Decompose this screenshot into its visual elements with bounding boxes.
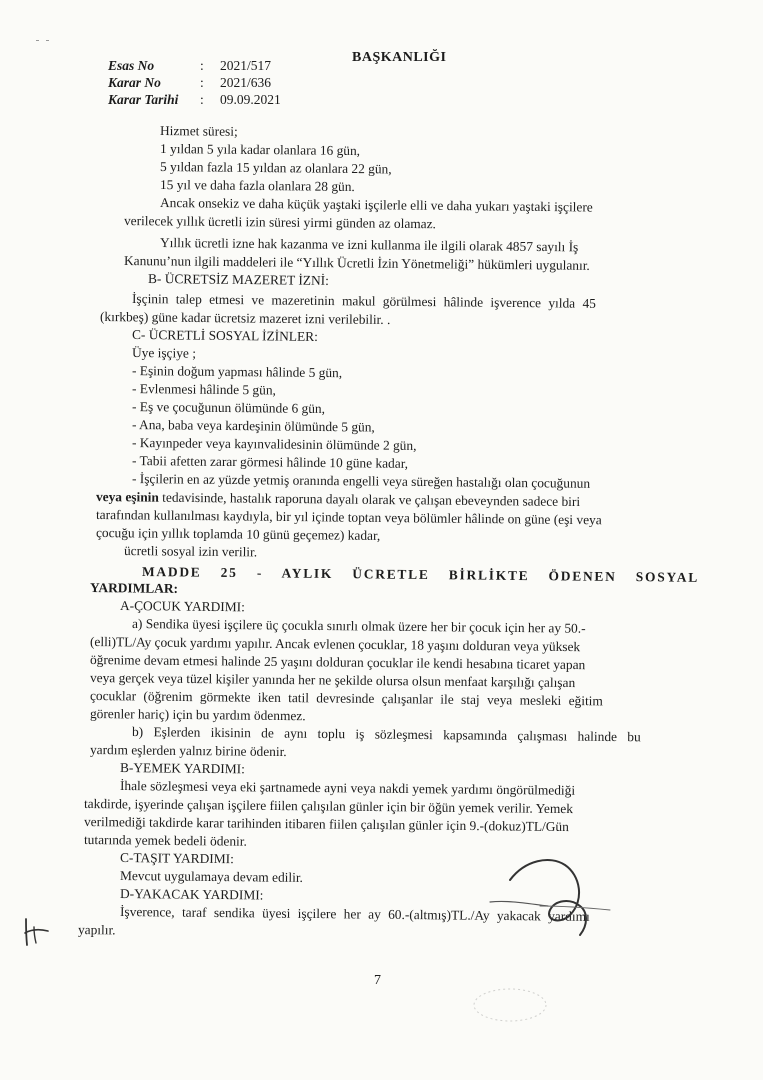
initials-mark	[20, 915, 54, 949]
text-line: a) Sendika üyesi işçilere üç çocukla sınırlı olmak üzere her bir çocuk için her ay 50.-	[131, 616, 586, 636]
case-number-value: 2021/517	[220, 58, 272, 73]
case-number-row	[108, 57, 281, 74]
text-line: Ancak onsekiz ve daha küçük yaştaki işçilerle elli ve daha yukarı yaştaki işçilere	[159, 195, 593, 215]
decision-date-value: 09.09.2021	[220, 92, 281, 107]
text-line: verilecek yıllık ücretli izin süresi yirmi günden az olamaz.	[123, 213, 437, 232]
text-line: öğrenime devam etmesi halinde 25 yaşını dolduran çocuklar ile kendi hesabına ticaret yapan	[89, 652, 586, 673]
text-line: İşverence, taraf sendika üyesi işçilere her ay 60.-(altmış)TL./Ay yakacak yardımı	[119, 904, 590, 924]
decision-number-label: Karar No	[108, 75, 161, 90]
list-item: - Eş ve çocuğunun ölümünde 6 gün,	[131, 399, 326, 417]
section-heading: B-YEMEK YARDIMI:	[119, 760, 245, 777]
list-item: - Ana, baba veya kardeşinin ölümünde 5 gün,	[131, 417, 375, 435]
text-line: çocuklar (öğrenim görmekte iken tatil devresinde çalışanlar ile staj veya mesleki eğitim	[89, 688, 603, 709]
text-line: Hizmet süresi;	[159, 123, 238, 139]
text-line: 5 yıldan fazla 15 yıldan az olanlara 22 gün,	[159, 159, 392, 177]
text-line: 1 yıldan 5 yıla kadar olanlara 16 gün,	[159, 141, 361, 159]
bold-text: veya eşinin	[95, 489, 159, 505]
section-heading: D-YAKACAK YARDIMI:	[119, 886, 264, 903]
text-line: ücretli sosyal izin verilir.	[123, 543, 258, 560]
page-number: 7	[374, 973, 381, 988]
text-line: 15 yıl ve daha fazla olanlara 28 gün.	[159, 177, 355, 195]
text-line: Kanunu’nun ilgili maddeleri ile “Yıllık Ücretli İzin Yönetmeliği” hükümleri uygulanır.	[123, 253, 590, 273]
list-item: - Kayınpeder veya kayınvalidesinin ölümünde 2 gün,	[131, 435, 417, 453]
article-heading-cont: YARDIMLAR:	[89, 580, 179, 596]
text-line: (elli)TL/Ay çocuk yardımı yapılır. Ancak evlenen çocuklar, 18 yaşını dolduran veya yüksek	[89, 634, 581, 655]
text-line: görenler hariç) için bu yardım ödenmez.	[89, 706, 306, 724]
section-heading: C- ÜCRETLİ SOSYAL İZİNLER:	[131, 327, 318, 344]
text-line: Mevcut uygulamaya devam edilir.	[119, 868, 304, 885]
text-line: (kırkbeş) güne kadar ücretsiz mazeret izni verilebilir. .	[99, 309, 391, 328]
text-fragment: tedavisinde, hastalık raporuna dayalı olarak ve çalışan ebeveynden sadece biri	[158, 489, 581, 510]
separator: :	[200, 92, 204, 107]
case-number-label: Esas No	[108, 58, 155, 73]
list-item: - Eşinin doğum yapması hâlinde 5 gün,	[131, 363, 343, 381]
case-info	[108, 57, 281, 108]
text-line: çocuğu için yıllık toplamda 10 günü geçemez) kadar,	[95, 525, 381, 543]
decision-number-value: 2021/636	[220, 75, 272, 90]
text-line: yardım eşlerden yalnız birine ödenir.	[89, 742, 287, 760]
decision-date-row	[108, 91, 281, 108]
text-line: İşçinin talep etmesi ve mazeretinin makul görülmesi hâlinde işverence yılda 45	[131, 291, 596, 311]
section-heading: C-TAŞIT YARDIMI:	[119, 850, 234, 867]
text-line: İhale sözleşmesi veya eki şartnamede ayni veya nakdi yemek yardımı öngörülmediği	[119, 778, 576, 798]
text-line: veya gerçek veya tüzel kişiler yanında her ne şekilde olursa olsun menfaat karşılığı çalışan	[89, 670, 576, 691]
text-line: yapılır.	[77, 922, 116, 938]
section-heading: A-ÇOCUK YARDIMI:	[119, 598, 245, 615]
text-line: takdirde, işyerinde çalışan işçilere fiilen çalışılan günler için bir öğün yemek verilir. Yemek	[83, 796, 574, 817]
text-line: Yıllık ücretli izne hak kazanma ve izni kullanma ile ilgili olarak 4857 sayılı İş	[159, 235, 579, 255]
separator: :	[200, 75, 204, 90]
text-line: Üye işçiye ;	[131, 345, 197, 361]
list-item: - İşçilerin en az yüzde yetmiş oranında engelli veya süreğen hastalığı olan çocuğunun	[131, 471, 591, 491]
scan-speck	[36, 40, 39, 41]
text-line: b) Eşlerden ikisinin de aynı toplu iş sözleşmesi kapsamında çalışması halinde bu	[131, 724, 641, 745]
list-item: - Tabii afetten zarar görmesi hâlinde 10 güne kadar,	[131, 453, 409, 471]
article-heading: MADDE 25 - AYLIK ÜCRETLE BİRLİKTE ÖDENEN SOSYAL	[141, 564, 700, 585]
stamp-residue	[470, 985, 550, 1025]
text-line: verilmediği takdirde karar tarihinden itibaren fiilen çalışılan günler için 9.-(dokuz)TL/Gün	[83, 814, 569, 835]
text-line: tarafından kullanılması kaydıyla, bir yıl içinde toptan veya bölümler hâlinde on güne (eşi veya	[95, 507, 602, 528]
scan-speck	[46, 40, 49, 41]
separator: :	[200, 58, 204, 73]
document-title: BAŞKANLIĞI	[352, 50, 447, 65]
decision-date-label: Karar Tarihi	[108, 92, 179, 107]
signature-image	[470, 840, 630, 950]
list-item: - Evlenmesi hâlinde 5 gün,	[131, 381, 276, 398]
section-heading: B- ÜCRETSİZ MAZERET İZNİ:	[147, 271, 329, 288]
decision-number-row	[108, 74, 281, 91]
text-line: tutarında yemek bedeli ödenir.	[83, 832, 247, 849]
